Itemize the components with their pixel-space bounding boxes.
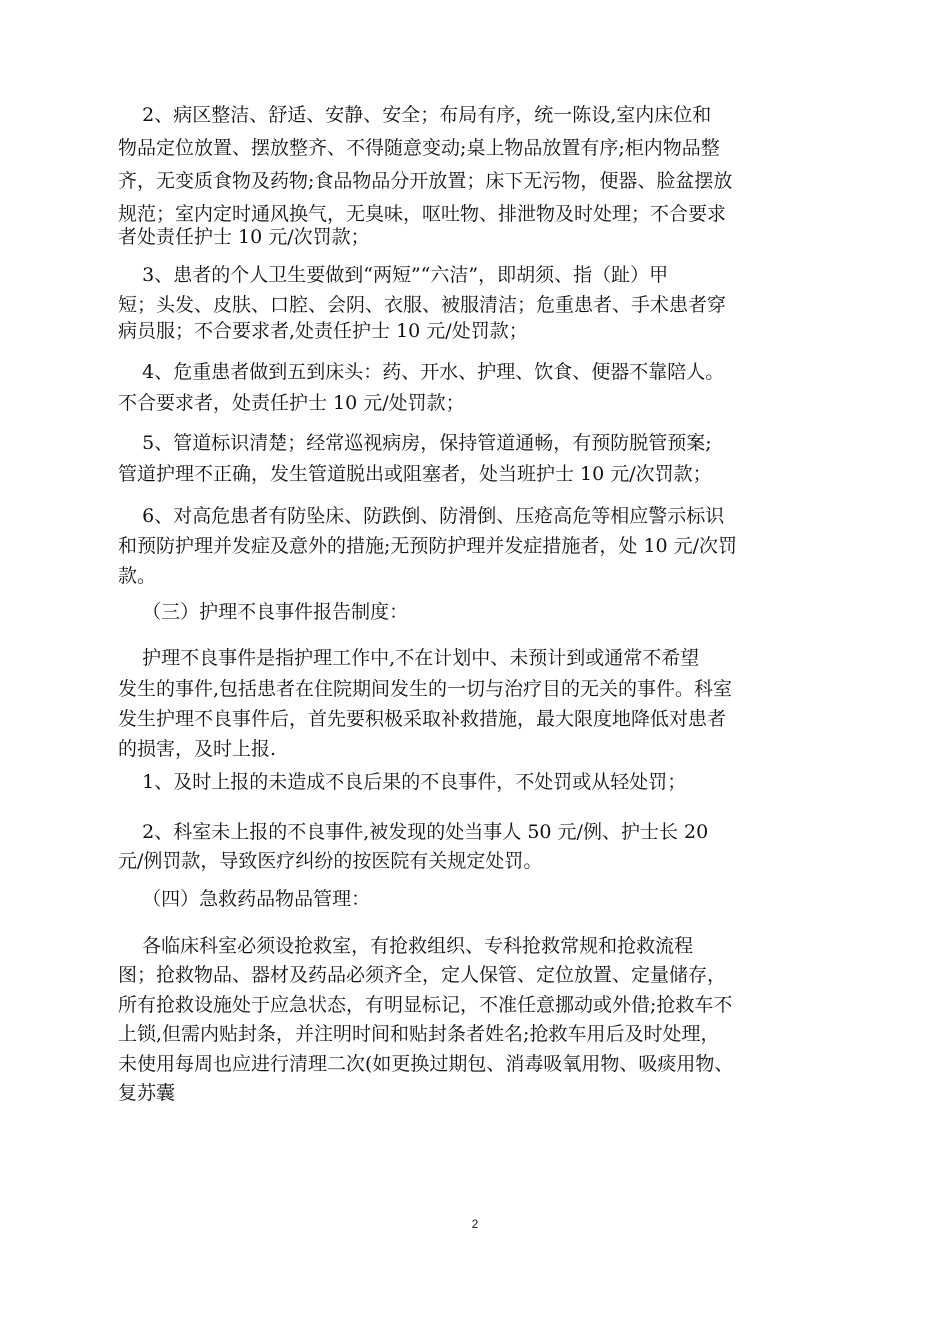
- text-line: 不合要求者，处责任护士 10 元/处罚款；: [118, 392, 465, 414]
- text-line: 所有抢救设施处于应急状态，有明显标记，不准任意挪动或外借;抢救车不: [118, 994, 733, 1016]
- text-line: 2、病区整洁、舒适、安静、安全；布局有序，统一陈设,室内床位和: [118, 104, 712, 126]
- text-line: 1、及时上报的未造成不良后果的不良事件，不处罚或从轻处罚；: [118, 771, 687, 793]
- text-line: 图；抢救物品、器材及药品必须齐全，定人保管、定位放置、定量储存，: [118, 964, 727, 986]
- section-heading: （三）护理不良事件报告制度：: [118, 601, 409, 623]
- page-number: 2: [471, 1217, 479, 1231]
- text-line: 者处责任护士 10 元/次罚款；: [118, 226, 370, 248]
- text-line: 2、科室未上报的不良事件,被发现的处当事人 50 元/例、护士长 20: [118, 821, 709, 843]
- text-line: 发生护理不良事件后，首先要积极采取补救措施，最大限度地降低对患者: [118, 708, 727, 730]
- text-line: 未使用每周也应进行清理二次(如更换过期包、消毒吸氧用物、吸痰用物、: [118, 1053, 734, 1075]
- text-line: 5、管道标识清楚；经常巡视病房，保持管道通畅，有预防脱管预案;: [118, 432, 712, 454]
- text-line: 物品定位放置、摆放整齐、不得随意变动;桌上物品放置有序;柜内物品整: [118, 137, 720, 159]
- text-line: 6、对高危患者有防坠床、防跌倒、防滑倒、压疮高危等相应警示标识: [118, 505, 725, 527]
- section-heading: （四）急救药品物品管理：: [118, 888, 371, 910]
- text-line: 的损害，及时上报.: [118, 738, 277, 760]
- text-line: 发生的事件,包括患者在住院期间发生的一切与治疗目的无关的事件。科室: [118, 678, 733, 700]
- text-line: 病员服；不合要求者,处责任护士 10 元/处罚款；: [118, 320, 528, 342]
- text-line: 各临床科室必须设抢救室，有抢救组织、专科抢救常规和抢救流程: [118, 935, 694, 957]
- text-line: 3、患者的个人卫生要做到“两短”“六洁”，即胡须、指（趾）甲: [118, 264, 669, 286]
- text-line: 护理不良事件是指护理工作中,不在计划中、未预计到或通常不希望: [118, 647, 700, 669]
- text-line: 管道护理不正确，发生管道脱出或阻塞者，处当班护士 10 元/次罚款；: [118, 463, 712, 485]
- text-line: 4、危重患者做到五到床头：药、开水、护理、饮食、便器不靠陪人。: [118, 361, 725, 383]
- text-line: 上锁,但需内贴封条，并注明时间和贴封条者姓名;抢救车用后及时处理，: [118, 1023, 720, 1045]
- text-line: 短；头发、皮肤、口腔、会阴、衣服、被服清洁；危重患者、手术患者穿: [118, 294, 727, 316]
- text-line: 元/例罚款，导致医疗纠纷的按医院有关规定处罚。: [118, 850, 543, 872]
- text-line: 款。: [118, 565, 157, 587]
- text-line: 和预防护理并发症及意外的措施;无预防护理并发症措施者，处 10 元/次罚: [118, 535, 738, 557]
- text-line: 齐，无变质食物及药物;食品物品分开放置；床下无污物，便器、脸盆摆放: [118, 170, 733, 192]
- text-line: 规范；室内定时通风换气，无臭味，呕吐物、排泄物及时处理；不合要求: [118, 203, 727, 225]
- text-line: 复苏囊: [118, 1082, 176, 1104]
